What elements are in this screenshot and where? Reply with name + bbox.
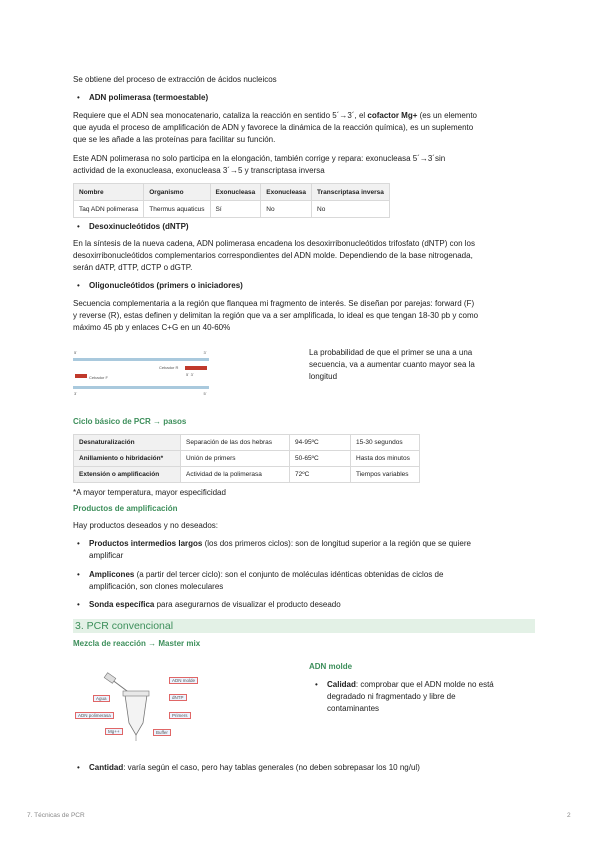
- table-cell: Taq ADN polimerasa: [74, 201, 144, 218]
- strand-end-label: 5´: [203, 391, 207, 396]
- adn-pol-p1: Requiere que el ADN sea monocatenario, cataliza la reacción en sentido 5´→3´, el cofactor Mg+ (es un elemento: [73, 111, 477, 120]
- table-cell: No: [312, 201, 390, 218]
- intro-text: Se obtiene del proceso de extracción de ácidos nucleicos: [73, 75, 277, 84]
- adn-pol-p1-l2: que ayuda el proceso de amplificación de ADN y favorece la dinámica de la reacción química), es un suplemento: [73, 123, 474, 132]
- dntp-l2: desoxirribonucleótidos complementarios correspondientes del ADN molde. Dependiendo de la base nitrogenada,: [73, 251, 473, 260]
- oligo-l1: Secuencia complementaria a la región que flanquea mi fragmento de interés. Se diseñan por parejas: forward (F): [73, 299, 475, 308]
- adn-molde-l2: degradado ni fragmentado y libre de: [327, 692, 456, 701]
- table-cell: Unión de primers: [181, 451, 290, 467]
- reverse-primer-label: Cebador R: [159, 365, 179, 370]
- productos-intro: Hay productos deseados y no deseados:: [73, 521, 218, 530]
- adn-molde-l3: contaminantes: [327, 704, 380, 713]
- table-header: Exonucleasa: [210, 184, 261, 201]
- strand-end-label: 3´: [203, 350, 207, 355]
- table-header: Exonucleasa: [261, 184, 312, 201]
- adn-pol-p2-l1: Este ADN polimerasa no solo participa en la elongación, también corrige y repara: exonucleasa 5´→3´sin: [73, 154, 446, 163]
- page-number: 2: [567, 812, 571, 819]
- oligo-l3: máximo 45 pb y enlaces C+G en un 40-60%: [73, 323, 231, 332]
- table-header: Organismo: [144, 184, 210, 201]
- list-item-cont: amplificación, son clones moleculares: [89, 582, 224, 591]
- mix-label: Mg++: [105, 728, 123, 735]
- dntp-heading: Desoxinucleótidos (dNTP): [89, 222, 189, 231]
- polymerase-table: [73, 183, 390, 218]
- table-header: Nombre: [74, 184, 144, 201]
- primer-note-l3: longitud: [309, 372, 338, 381]
- primer-note-l2: secuencia, va a aumentar cuanto mayor sea la: [309, 360, 475, 369]
- table-row: [74, 435, 420, 451]
- mix-label: Agua: [93, 695, 110, 702]
- pcr-cycle-table: [73, 434, 420, 483]
- table-cell: Separación de las dos hebras: [181, 435, 290, 451]
- table-cell: 72ºC: [290, 467, 351, 483]
- list-item-cont: amplificar: [89, 551, 124, 560]
- reverse-primer: [185, 366, 207, 370]
- adn-molde-heading: ADN molde: [309, 662, 353, 671]
- reverse-primer-ends: 5´ 3´: [186, 372, 195, 377]
- forward-primer-label: Cebador F: [89, 375, 108, 380]
- table-cell: 50-65ºC: [290, 451, 351, 467]
- table-cell: 15-30 segundos: [351, 435, 420, 451]
- mix-label: ADN molde: [169, 677, 198, 684]
- table-cell: Anillamiento o hibridación*: [74, 451, 181, 467]
- table-row: [74, 467, 420, 483]
- table-row: [74, 201, 390, 218]
- mix-label: ADN polimerasa: [75, 712, 114, 719]
- table-cell: 94-95ºC: [290, 435, 351, 451]
- strand-end-label: 3´: [74, 391, 78, 396]
- table-cell: Sí: [210, 201, 261, 218]
- forward-primer: [75, 374, 87, 378]
- mezcla-heading: Mezcla de reacción → Master mix: [73, 639, 201, 648]
- mix-label: Buffer: [153, 729, 171, 736]
- ciclo-heading: Ciclo básico de PCR → pasos: [73, 417, 187, 426]
- dntp-l1: En la síntesis de la nueva cadena, ADN polimerasa encadena los desoxirribonucleótidos trifosfato (dNTP) con los: [73, 239, 475, 248]
- adn-pol-p1-l3: que se les añade a las proteínas para facilitar su función.: [73, 135, 276, 144]
- ciclo-note: *A mayor temperatura, mayor especificidad: [73, 488, 226, 497]
- table-cell: Actividad de la polimerasa: [181, 467, 290, 483]
- dntp-l3: serán dATP, dTTP, dCTP o dGTP.: [73, 263, 193, 272]
- table-cell: Desnaturalización: [74, 435, 181, 451]
- table-row: [74, 451, 420, 467]
- table-header: Transcriptasa inversa: [312, 184, 390, 201]
- mix-label: Primers: [169, 712, 191, 719]
- strand-end-label: 5´: [74, 350, 78, 355]
- mix-label: dNTP: [169, 694, 187, 701]
- section-3-heading: 3. PCR convencional: [73, 619, 535, 633]
- table-cell: Hasta dos minutos: [351, 451, 420, 467]
- table-cell: No: [261, 201, 312, 218]
- oligo-heading: Oligonucleótidos (primers o iniciadores): [89, 281, 243, 290]
- table-header-row: [74, 184, 390, 201]
- oligo-l2: y reverse (R), estas definen y delimitan la región que va a ser amplificada, lo ideal es que tengan 18-30 pb y como: [73, 311, 479, 320]
- productos-heading: Productos de amplificación: [73, 504, 178, 513]
- primer-diagram: [73, 350, 209, 398]
- master-mix-diagram: [73, 665, 203, 747]
- table-cell: Thermus aquaticus: [144, 201, 210, 218]
- footer-chapter: 7. Técnicas de PCR: [27, 812, 85, 819]
- adn-pol-p2-l2: actividad de la exonucleasa, exonucleasa 3´→5 y transcriptasa inversa: [73, 166, 325, 175]
- bottom-strand: [73, 386, 209, 389]
- primer-note-l1: La probabilidad de que el primer se una a una: [309, 348, 473, 357]
- table-cell: Tiempos variables: [351, 467, 420, 483]
- top-strand: [73, 358, 209, 361]
- table-cell: Extensión o amplificación: [74, 467, 181, 483]
- adn-pol-heading: ADN polimerasa (termoestable): [89, 93, 209, 102]
